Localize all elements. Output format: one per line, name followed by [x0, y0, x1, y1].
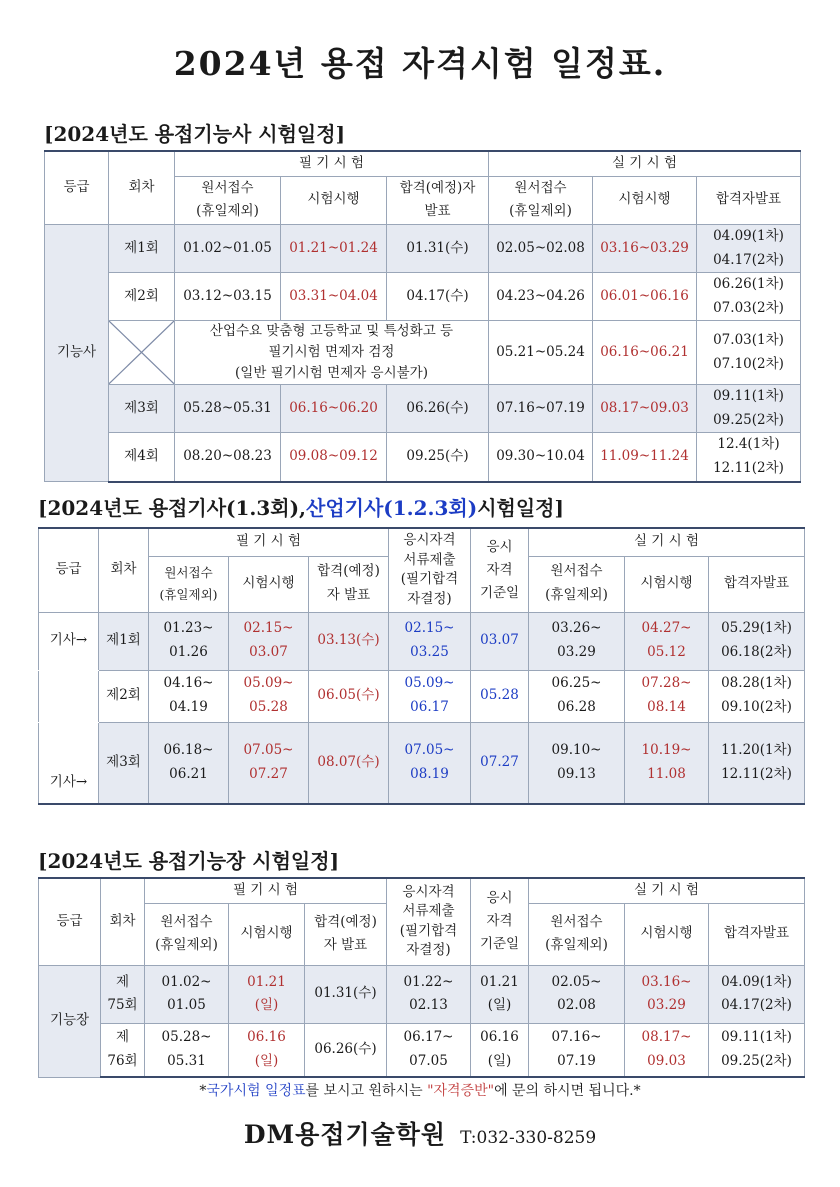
header-practical-exam: 시험시행	[593, 176, 697, 224]
exemption-note: 산업수요 맞춤형 고등학교 및 특성화고 등 필기시험 면제자 검정 (일반 필기시험 면제자 응시불가)	[175, 321, 489, 385]
engineer-schedule-table: 등급 회차 필 기 시 험 응시자격 서류제출 (필기합격 자결정) 응시 자격 기준일 실 기 시 험 원서접수 (휴일제외) 시험시행 합격(예정) 자 발표 원서접수 (휴일제외) 시험시행 합격자발표 기사→ 제1회 01.23~ 01.26 02.15~ 03.07 03.13(수) 02.15~ 03.25 03.07 03.26~ 03.29 04.27~ 05.12 05.29(1차) 06.18(2차) 제2회 04.16~ 04.19 05.09~ 05.28 06.05(수) 05.09~ 06.17 05.28 06.25~ 06.28 07.28~ 08.14 08.28(1차) 09.10(2차) 기사→ 제3회 06.18~ 06.21 07.05~ 07.27 08.07(수) 07.05~ 08.19 07.27 09.10~ 09.13 10.19~ 11.08 11.20(1차) 12.11(2차)	[38, 527, 805, 805]
grade-cell: 기능사	[45, 224, 109, 481]
table-row: 제 76회 05.28~ 05.31 06.16 (일) 06.26(수) 06.17~ 07.05 06.16 (일) 07.16~ 07.19 08.17~ 09.03 09.11(1차) 09.25(2차)	[39, 1023, 805, 1077]
header-written: 필 기 시 험	[175, 151, 489, 176]
footer-note: *국가시험 일정표를 보시고 원하시는 "자격증반"에 문의 하시면 됩니다.*	[199, 1083, 641, 1099]
academy-footer	[0, 1115, 840, 1151]
master-craftsman-schedule-table: 등급 회차 필 기 시 험 응시자격 서류제출 (필기합격 자결정) 응시 자격 기준일 실 기 시 험 원서접수 (휴일제외) 시험시행 합격(예정) 자 발표 원서접수 (휴일제외) 시험시행 합격자발표 기능장 제 75회 01.02~ 01.05 01.21 (일) 01.31(수) 01.22~ 02.13 01.21 (일) 02.05~ 02.08 03.16~ 03.29 04.09(1차) 04.17(2차) 제 76회 05.28~ 05.31 06.16 (일) 06.26(수) 06.17~ 07.05 06.16 (일) 07.16~ 07.19 08.17~ 09.03 09.11(1차) 09.25(2차)	[38, 877, 805, 1078]
header-written-apply: 원서접수 (휴일제외)	[175, 176, 281, 224]
header-written-pass: 합격(예정)자 발표	[387, 176, 489, 224]
header-round: 회차	[109, 151, 175, 224]
table-row: 산업수요 맞춤형 고등학교 및 특성화고 등 필기시험 면제자 검정 (일반 필기시험 면제자 응시불가) 05.21~05.24 06.16~06.21 07.03(1차) 07.10(2차)	[45, 321, 801, 385]
table-row: 기능장 제 75회 01.02~ 01.05 01.21 (일) 01.31(수) 01.22~ 02.13 01.21 (일) 02.05~ 02.08 03.16~ 03.29 04.09(1차) 04.17(2차)	[39, 965, 805, 1023]
header-written-exam: 시험시행	[281, 176, 387, 224]
header-grade: 등급	[45, 151, 109, 224]
page-title: 2024년 용접 자격시험 일정표.	[173, 44, 667, 83]
phone-number: T:032-330-8259	[460, 1128, 597, 1148]
academy-name: DM용접기술학원	[243, 1120, 447, 1149]
table-row: 제3회 05.28~05.31 06.16~06.20 06.26(수) 07.16~07.19 08.17~09.03 09.11(1차) 09.25(2차)	[45, 385, 801, 433]
cross-mark-icon	[109, 321, 174, 384]
table-row: 기능사 제1회 01.02~01.05 01.21~01.24 01.31(수) 02.05~02.08 03.16~03.29 04.09(1차) 04.17(2차)	[45, 224, 801, 272]
crossed-cell	[109, 321, 175, 385]
grade-cell: 기사→	[39, 722, 99, 804]
table-row: 제2회 03.12~03.15 03.31~04.04 04.17(수) 04.23~04.26 06.01~06.16 06.26(1차) 07.03(2차)	[45, 273, 801, 321]
table-row: 제2회 04.16~ 04.19 05.09~ 05.28 06.05(수) 05.09~ 06.17 05.28 06.25~ 06.28 07.28~ 08.14 08.28(1차) 09.10(2차)	[39, 670, 805, 722]
section1-title: [2024년도 용접기능사 시험일정]	[44, 122, 346, 146]
table-row: 기사→ 제1회 01.23~ 01.26 02.15~ 03.07 03.13(수) 02.15~ 03.25 03.07 03.26~ 03.29 04.27~ 05.12 05.29(1차) 06.18(2차)	[39, 612, 805, 670]
header-practical: 실 기 시 험	[489, 151, 801, 176]
header-announce: 합격자발표	[697, 176, 801, 224]
header-practical-apply: 원서접수 (휴일제외)	[489, 176, 593, 224]
table-row: 제4회 08.20~08.23 09.08~09.12 09.25(수) 09.30~10.04 11.09~11.24 12.4(1차) 12.11(2차)	[45, 433, 801, 482]
table-row: 기사→ 제3회 06.18~ 06.21 07.05~ 07.27 08.07(수) 07.05~ 08.19 07.27 09.10~ 09.13 10.19~ 11.08 11.20(1차) 12.11(2차)	[39, 722, 805, 804]
craftsman-schedule-table	[44, 150, 801, 483]
grade-cell: 기능장	[39, 965, 101, 1077]
grade-cell: 기사→	[39, 612, 99, 670]
section3-title: [2024년도 용접기능장 시험일정]	[38, 849, 340, 873]
section2-title: [2024년도 용접기사(1.3회),산업기사(1.2.3회)시험일정]	[38, 496, 564, 520]
